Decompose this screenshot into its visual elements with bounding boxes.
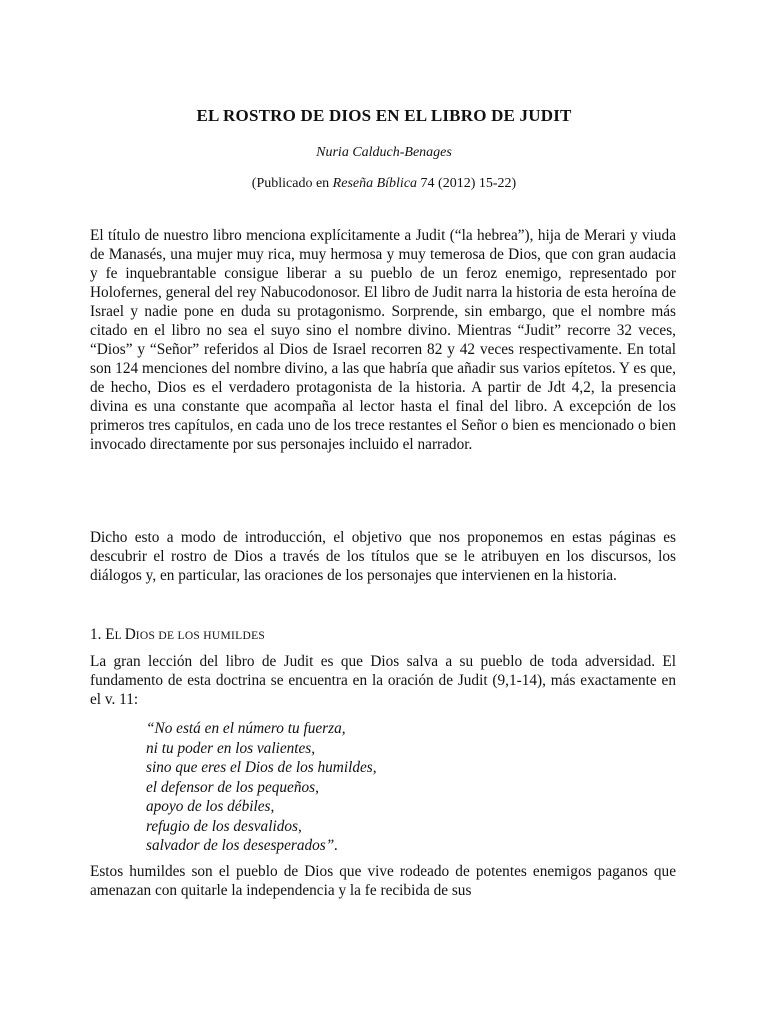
- heading-e-rest: L: [114, 630, 125, 642]
- purpose-paragraph: Dicho esto a modo de introducción, el objetivo que nos proponemos en estas páginas es descubrir el rostro de Dios a través de los títulos que se le atribuyen en los discursos, los diálogos y, en particular, las oraciones de los personajes que intervienen en la historia.: [90, 529, 676, 584]
- publication-prefix: (Publicado en: [251, 176, 333, 191]
- document-title: EL ROSTRO DE DIOS EN EL LIBRO DE JUDIT: [196, 106, 572, 125]
- quote-line: salvador de los desesperados”.: [146, 837, 339, 854]
- quote-line: “No está en el número tu fuerza,: [146, 720, 346, 737]
- humble-paragraph: Estos humildes son el pueblo de Dios que vive rodeado de potentes enemigos paganos que amenazan con quitarle la independencia y la fe recibida de sus: [90, 863, 676, 899]
- publication-suffix: 74 (2012) 15-22): [417, 176, 517, 191]
- lesson-paragraph: La gran lección del libro de Judit es que Dios salva a su pueblo de toda adversidad. El fundamento de esta doctrina se encuentra en la oración de Judit (9,1-14), más exactamente en el v. 11:: [90, 653, 676, 708]
- intro-paragraph: El título de nuestro libro menciona explícitamente a Judit (“la hebrea”), hija de Merari y viuda de Manasés, una mujer muy rica, muy hermosa y muy temerosa de Dios, que con gran audacia y fe inquebrantable consigue liberar a su pueblo de un feroz enemigo, representado por Holofernes, general del rey Nabucodonosor. El libro de Judit narra la historia de esta heroína de Israel y nadie pone en duda su protagonismo. Sorprende, sin embargo, que el nombre más citado en el libro no sea el suyo sino el nombre divino. Mientras “Judit” recorre 32 veces, “Dios” y “Señor” referidos al Dios de Israel recorren 82 y 42 veces respectivamente. En total son 124 menciones del nombre divino, a las que habría que añadir sus varios epítetos. Y es que, de hecho, Dios es el verdadero protagonista de la historia. A partir de Jdt 4,2, la presencia divina es una constante que acompaña al lector hasta el final del libro. A excepción de los primeros tres capítulos, en cada uno de los trece restantes el Señor o bien es mencionado o bien invocado directamente por sus personajes incluido el narrador.: [90, 227, 676, 453]
- quote-line: apoyo de los débiles,: [146, 798, 275, 815]
- quote-line: el defensor de los pequeños,: [146, 778, 319, 796]
- heading-d-cap: D: [124, 626, 136, 643]
- section-number: 1.: [90, 626, 106, 643]
- quote-line: sino que eres el Dios de los humildes,: [146, 759, 377, 776]
- section-heading: [90, 626, 265, 644]
- heading-d-rest: IOS DE LOS HUMILDES: [135, 630, 266, 642]
- heading-e-cap: E: [105, 626, 115, 643]
- publication-info: [0, 176, 768, 192]
- author-name: Nuria Calduch-Benages: [316, 145, 452, 160]
- quote-line: refugio de los desvalidos,: [146, 817, 302, 835]
- quote-block: [146, 719, 377, 856]
- journal-name: Reseña Bíblica: [332, 176, 418, 191]
- quote-line: ni tu poder en los valientes,: [146, 739, 316, 757]
